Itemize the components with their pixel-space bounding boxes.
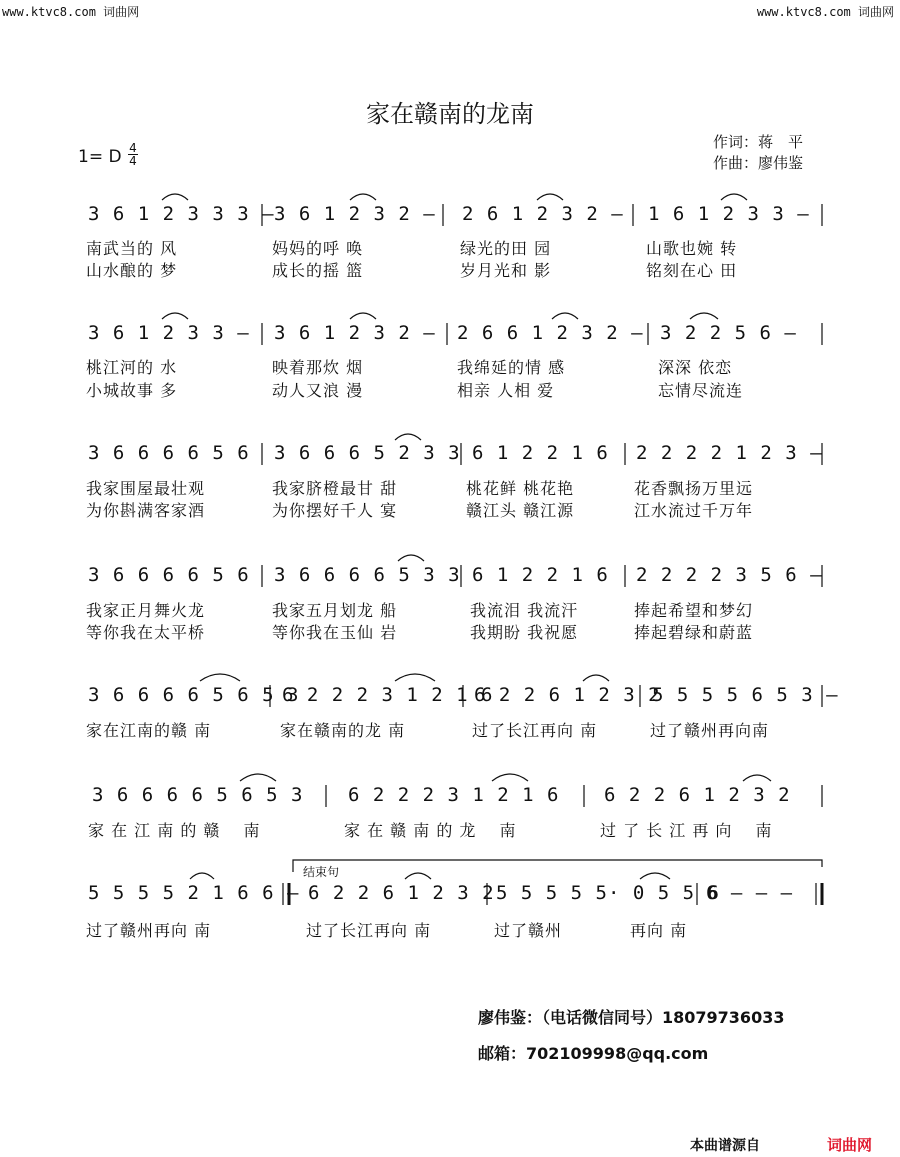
lyric-line: 捧起希望和梦幻 bbox=[634, 601, 754, 620]
measure-notes: 6 2 2 6 1 2 3 2 bbox=[474, 684, 661, 706]
lyric-line: 为你斟满客家酒 bbox=[86, 501, 206, 520]
measure-notes: 6 2 2 6 1 2 3 2 bbox=[604, 784, 791, 806]
measure-notes: 3 2 2 5 6 — bbox=[660, 322, 797, 344]
measure-notes: 5 5 5 5 6 5 3 — bbox=[652, 684, 839, 706]
slur bbox=[640, 873, 670, 879]
slur bbox=[350, 313, 376, 319]
slur bbox=[190, 873, 214, 879]
lyric-line: 家在赣南的龙 南 bbox=[280, 721, 406, 740]
lyric-line: 我家脐橙最甘 甜 bbox=[272, 479, 398, 498]
lyric-line: 等你我在玉仙 岩 bbox=[272, 623, 398, 642]
slur bbox=[162, 313, 188, 319]
measure-notes: 5 5 5 5 5· 0 5 5 6 bbox=[496, 882, 720, 904]
lyric-line: 我家围屋最壮观 bbox=[86, 479, 206, 498]
ending-label: 结束句 bbox=[303, 865, 340, 879]
lyric-line: 山歌也婉 转 bbox=[646, 239, 738, 258]
lyric-line: 桃江河的 水 bbox=[86, 358, 178, 377]
lyric-line: 绿光的田 园 bbox=[460, 239, 552, 258]
measure-notes: 3 6 1 2 3 2 — bbox=[274, 322, 436, 344]
lyric-line: 我家正月舞火龙 bbox=[86, 601, 206, 620]
lyric-line: 忘情尽流连 bbox=[658, 381, 744, 400]
measure-notes: 2 6 1 2 3 2 — bbox=[462, 203, 624, 225]
slur bbox=[395, 674, 435, 681]
slur bbox=[492, 774, 528, 781]
site-url-right[interactable]: www.ktvc8.com 词曲网 bbox=[756, 5, 894, 19]
lyric-line: 家 在 江 南 的 赣 南 bbox=[88, 821, 261, 840]
lyric-line: 为你摆好千人 宴 bbox=[272, 501, 398, 520]
lyric-line: 赣江头 赣江源 bbox=[466, 501, 575, 520]
lyric-line: 家 在 赣 南 的 龙 南 bbox=[344, 821, 517, 840]
measure-notes: 2 2 2 2 3 5 6 — bbox=[636, 564, 823, 586]
lyric-line: 妈妈的呼 唤 bbox=[272, 239, 364, 258]
measure-notes: 3 6 6 6 6 5 6 bbox=[88, 564, 250, 586]
slur bbox=[350, 194, 376, 200]
lyric-line: 过了赣州再向南 bbox=[650, 721, 770, 740]
lyric-line: 铭刻在心 田 bbox=[646, 261, 738, 280]
lyric-line: 我流泪 我流汗 bbox=[470, 601, 579, 620]
measure-notes: 1 6 1 2 3 3 — bbox=[648, 203, 810, 225]
measure-notes: 6 1 2 2 1 6 bbox=[472, 442, 609, 464]
slur bbox=[162, 194, 188, 200]
lyric-line: 花香飘扬万里远 bbox=[634, 479, 754, 498]
slur bbox=[395, 434, 421, 440]
time-top: 4 bbox=[129, 141, 137, 155]
slur bbox=[583, 675, 609, 681]
footer-brand-logo[interactable]: 词曲网 bbox=[827, 1136, 873, 1154]
song-title: 家在赣南的龙南 bbox=[366, 100, 534, 128]
lyric-line: 动人又浪 漫 bbox=[272, 381, 364, 400]
lyric-line: 再向 南 bbox=[630, 921, 688, 940]
lyric-line: 映着那炊 烟 bbox=[272, 358, 364, 377]
lyric-line: 过了长江再向 南 bbox=[472, 721, 598, 740]
measure-notes: 6 2 2 6 1 2 3 2 bbox=[308, 882, 495, 904]
lyric-line: 我期盼 我祝愿 bbox=[470, 623, 579, 642]
measure-notes: 5 5 5 5 2 1 6 6 — bbox=[88, 882, 300, 904]
measure-notes: 6 2 2 2 3 1 2 1 6 bbox=[282, 684, 494, 706]
contact-email[interactable]: 邮箱：702109998@qq.com bbox=[478, 1044, 709, 1063]
lyric-line: 南武当的 风 bbox=[86, 239, 178, 258]
lyric-line: 桃花鲜 桃花艳 bbox=[466, 479, 575, 498]
lyric-line: 我绵延的情 感 bbox=[457, 358, 566, 377]
site-url-left[interactable]: www.ktvc8.com 词曲网 bbox=[2, 5, 140, 19]
lyric-line: 山水酿的 梦 bbox=[86, 261, 178, 280]
slur bbox=[537, 194, 563, 200]
slur bbox=[721, 194, 747, 200]
measure-notes: 2 6 6 1 2 3 2 — bbox=[457, 322, 644, 344]
measure-notes: 6 2 2 2 3 1 2 1 6 bbox=[348, 784, 560, 806]
time-bottom: 4 bbox=[129, 154, 137, 168]
measure-notes: 6 1 2 2 1 6 bbox=[472, 564, 609, 586]
slur bbox=[405, 873, 431, 879]
footer-source-label: 本曲谱源自 bbox=[690, 1138, 760, 1154]
lyric-line: 等你我在太平桥 bbox=[86, 623, 206, 642]
slur bbox=[240, 774, 276, 781]
measure-notes: 3 6 6 6 6 5 3 3 bbox=[274, 564, 461, 586]
ending-bracket bbox=[293, 860, 822, 872]
measure-notes: 3 6 1 2 3 3 3 — bbox=[88, 203, 275, 225]
lyric-line: 我家五月划龙 船 bbox=[272, 601, 398, 620]
slur bbox=[743, 775, 771, 781]
lyric-line: 岁月光和 影 bbox=[460, 261, 552, 280]
lyric-line: 过了赣州再向 南 bbox=[86, 921, 212, 940]
lyric-line: 过了赣州 bbox=[494, 921, 563, 940]
lyric-line: 相亲 人相 爱 bbox=[457, 381, 555, 400]
lyricist: 作词：蒋 平 bbox=[713, 133, 804, 151]
measure-notes: 3 6 6 6 6 5 6 5 3 bbox=[92, 784, 304, 806]
measure-notes: 3 6 1 2 3 2 — bbox=[274, 203, 436, 225]
slur bbox=[552, 313, 578, 319]
lyric-line: 江水流过千万年 bbox=[634, 501, 754, 520]
measure-notes: 3 6 6 6 6 5 6 5 3 bbox=[88, 684, 300, 706]
lyric-line: 过 了 长 江 再 向 南 bbox=[600, 821, 773, 840]
measure-notes: 3 6 6 6 5 2 3 3 bbox=[274, 442, 461, 464]
slur bbox=[200, 674, 240, 681]
slur bbox=[398, 555, 424, 561]
measure-notes: 2 2 2 2 1 2 3 — bbox=[636, 442, 823, 464]
lyric-line: 成长的摇 篮 bbox=[272, 261, 364, 280]
key-signature: 1= D bbox=[78, 147, 122, 167]
lyric-line: 捧起碧绿和蔚蓝 bbox=[634, 623, 754, 642]
composer: 作曲：廖伟鉴 bbox=[713, 154, 804, 172]
measure-notes: 6 — — — bbox=[706, 882, 794, 904]
lyric-line: 过了长江再向 南 bbox=[306, 921, 432, 940]
lyric-line: 小城故事 多 bbox=[86, 381, 178, 400]
slur bbox=[690, 313, 718, 319]
measure-notes: 3 6 6 6 6 5 6 bbox=[88, 442, 250, 464]
measure-notes: 3 6 1 2 3 3 — bbox=[88, 322, 250, 344]
lyric-line: 家在江南的赣 南 bbox=[86, 721, 212, 740]
lyric-line: 深深 依恋 bbox=[658, 358, 733, 377]
contact-phone: 廖伟鉴：（电话微信同号）18079736033 bbox=[478, 1008, 785, 1027]
